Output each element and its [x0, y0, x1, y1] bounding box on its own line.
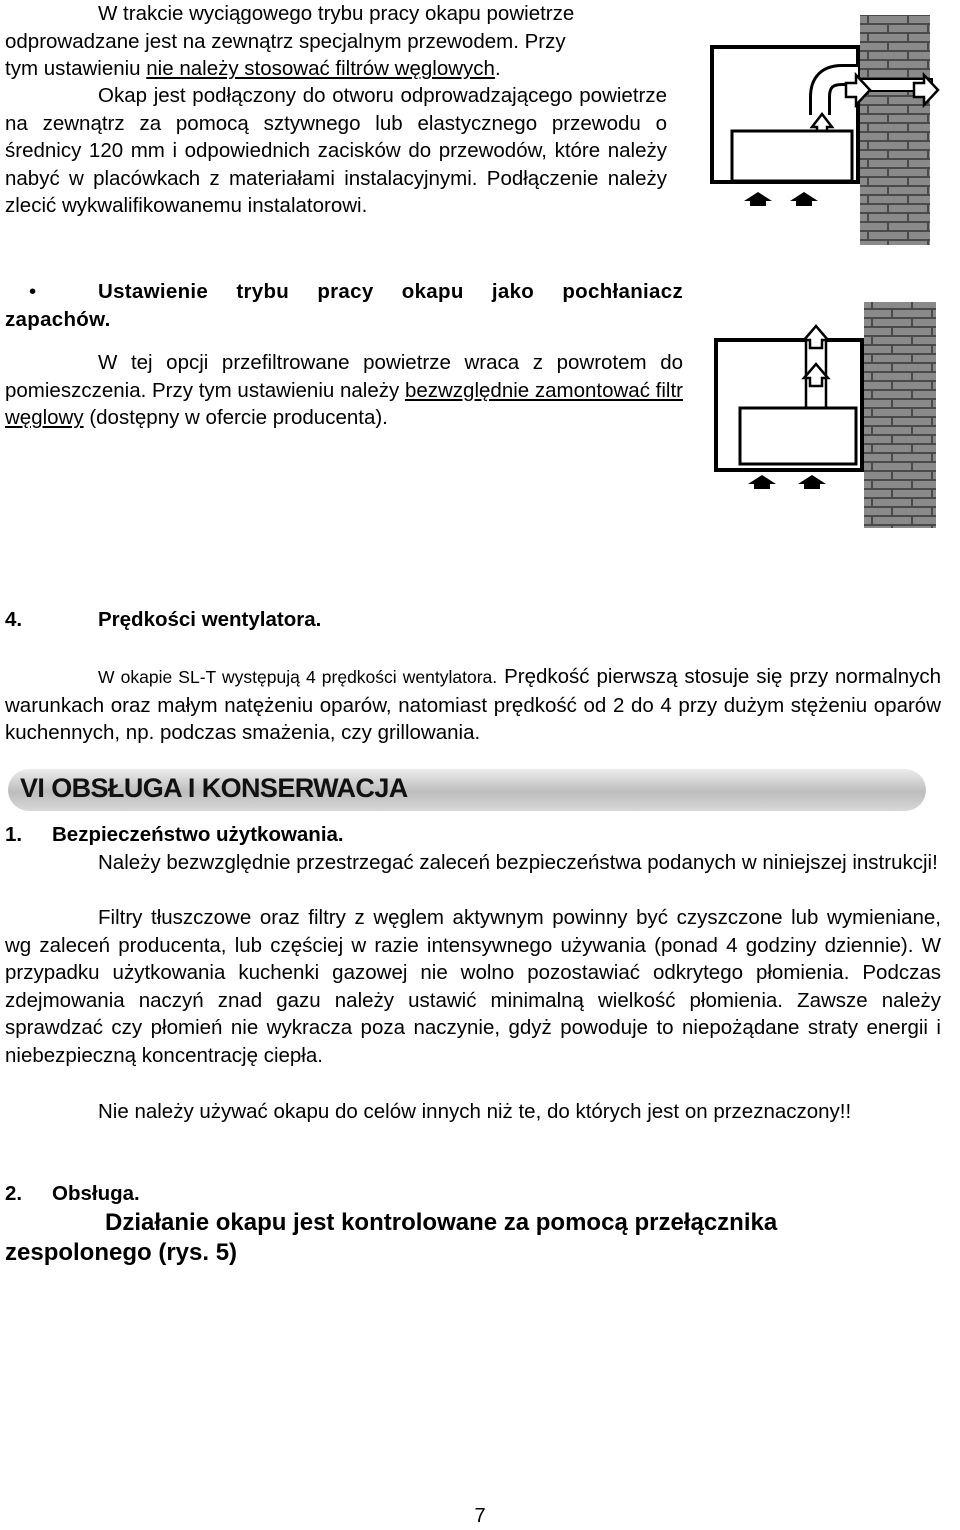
safety-paragraph-2: Filtry tłuszczowe oraz filtry z węglem aktywnym powinny być czyszczone lub wymieniane, wg zaleceń producenta, lub częściej w razie intensywnego używania (ponad 4 godziny dziennie). W przypadku użytkowania kuchenki gazowej nie wolno pozostawiać odkrytego płomienia. Podczas zdejmowania naczyń znad gazu należy ustawić minimalną wielkość płomienia. Zawsze należy sprawdzać czy płomień nie wykracza poza naczynie, gdyż powoduje to niepożądane straty energii i niebezpieczną koncentrację ciepła.	[5, 906, 941, 1067]
extraction-line-3: tym ustawieniu nie należy stosować filtrów węglowych.	[5, 57, 501, 81]
extraction-line-1: W trakcie wyciągowego trybu pracy okapu powietrze	[98, 2, 575, 25]
intake-arrow-left	[748, 475, 776, 489]
fan-speed-title: Prędkości wentylatora.	[98, 608, 322, 631]
recirculation-mode-diagram	[712, 300, 960, 532]
fan-speed-number: 4.	[5, 608, 23, 631]
bullet: •	[29, 280, 37, 303]
extraction-paragraph	[5, 0, 667, 83]
operation-heading	[5, 1180, 905, 1208]
connection-paragraph: Okap jest podłączony do otworu odprowadzającego powietrze na zewnątrz za pomocą sztywnego lub elastycznego przewodu o średnicy 120 mm i odpowiednich zacisków do przewodów, które należy nabyć w placówkach z materiałami instalacyjnymi. Podłączenie należy zlecić wykwalifikowanemu instalatorowi.	[5, 84, 667, 218]
no-carbon-filter-warning: nie należy stosować filtrów węglowych	[146, 57, 495, 81]
safety-title: Bezpieczeństwo użytkowania.	[52, 823, 344, 846]
intake-arrow-left	[744, 192, 772, 206]
extraction-mode-diagram	[708, 15, 958, 247]
section-banner-title: VI OBSŁUGA I KONSERWACJA	[20, 773, 408, 803]
fan-speed-paragraph: W okapie SL-T występują 4 prędkości wentylatora. Prędkość pierwszą stosuje się przy normalnych warunkach oraz małym natężeniu oparów, natomiast prędkość od 2 do 4 przy dużym stężeniu oparów kuchennych, np. podczas smażenia, czy grillowania.	[5, 665, 941, 745]
operation-statement: Działanie okapu jest kontrolowane za pomocą przełącznika zespolonego (rys. 5)	[5, 1209, 778, 1266]
intake-arrow-right	[798, 475, 826, 489]
operation-number: 2.	[5, 1182, 23, 1205]
recirculation-paragraph: W tej opcji przefiltrowane powietrze wraca z powrotem do pomieszczenia. Przy tym ustawieniu należy bezwzględnie zamontować filtr węglowy (dostępny w ofercie producenta).	[5, 351, 683, 430]
safety-number: 1.	[5, 823, 23, 846]
page-number: 7	[474, 1505, 486, 1527]
fan-speed-count: W okapie SL-T występują 4 prędkości wentylatora.	[98, 667, 498, 687]
intake-arrow-right	[790, 192, 818, 206]
recirculation-heading-text: Ustawienie trybu pracy okapu jako pochłaniacz zapachów.	[5, 280, 683, 331]
recirculation-heading	[5, 278, 683, 333]
hood-body	[732, 131, 852, 181]
hood-body	[740, 408, 856, 464]
safety-paragraph-1: Należy bezwzględnie przestrzegać zaleceń bezpieczeństwa podanych w niniejszej instrukcji!	[98, 851, 938, 874]
operation-title: Obsługa.	[52, 1182, 140, 1205]
safety-heading	[5, 821, 905, 849]
brick-wall	[860, 15, 930, 245]
section-banner	[8, 769, 926, 811]
safety-paragraph-3: Nie należy używać okapu do celów innych niż te, do których jest on przeznaczony!!	[98, 1100, 852, 1123]
carbon-filter-requirement: bezwzględnie zamontować filtr węglowy	[5, 378, 683, 430]
brick-wall	[864, 302, 936, 528]
fan-speed-heading	[5, 606, 905, 634]
extraction-line-2: odprowadzane jest na zewnątrz specjalnym przewodem. Przy	[5, 29, 566, 53]
